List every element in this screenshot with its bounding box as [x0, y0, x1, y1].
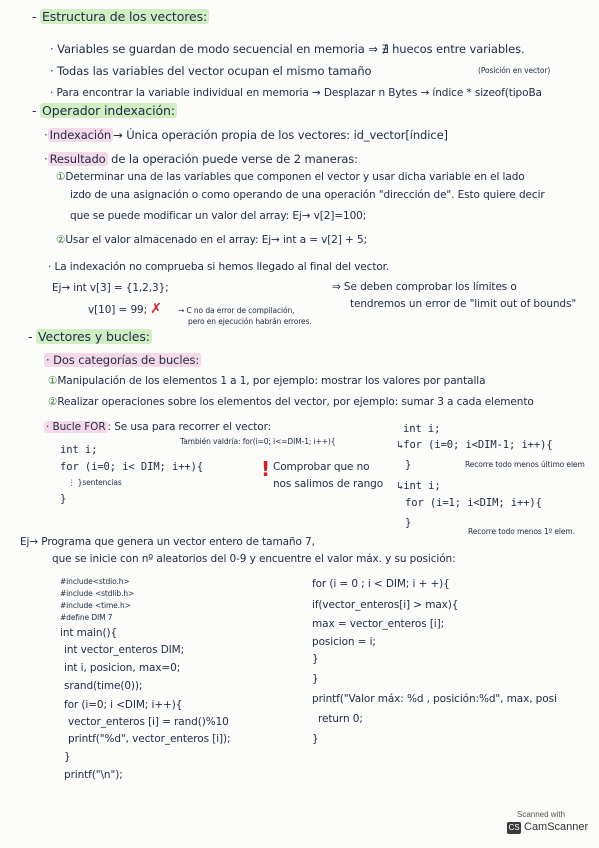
for-code-int: int i; [60, 444, 98, 456]
ejemplo-line-2: que se inicie con nº aleatorios del 0-9 y encuentre el valor máx. y su posición: [52, 553, 456, 565]
code-left-11: printf("%d", vector_enteros [i]); [68, 733, 231, 745]
point-2-line: ②Usar el valor almacenado en el array: Ej→ int a = v[2] + 5; [56, 234, 368, 246]
check-limits-line: · La indexación no comprueba si hemos llegado al final del vector. [48, 261, 390, 273]
note-errores-ejecucion: pero en ejecución habrán errores. [188, 317, 312, 326]
code-left-5: int vector_enteros DIM; [64, 644, 185, 656]
code-left-6: int i, posicion, max=0; [64, 662, 181, 674]
code-left-7: srand(time(0)); [64, 680, 143, 692]
right-for-close-1: } [405, 459, 412, 471]
code-right-3: posicion = i; [312, 636, 376, 648]
point-1-line-b: izdo de una asignación o como operando de una operación "dirección de". Esto quiere decir [70, 189, 545, 201]
right-for-close-2: } [405, 517, 412, 529]
code-right-4: } [312, 653, 319, 665]
number-2-icon: ② [48, 396, 58, 408]
limits-line-2: tendremos un error de "limit out of bounds" [350, 298, 577, 310]
right-for-int-1: int i; [403, 423, 441, 435]
resultado-line: · Resultado de la operación puede verse de 2 maneras: [44, 152, 358, 166]
for-code-for: for (i=0; i< DIM; i++){ [60, 461, 204, 473]
categoria-2: ②Realizar operaciones sobre los elementos del vector, por ejemplo: sumar 3 a cada elemento [48, 396, 534, 408]
resultado-text: de la operación puede verse de 2 maneras: [111, 152, 358, 166]
point-1-line-c: que se puede modificar un valor del array: Ej→ v[2]=100; [70, 210, 367, 222]
right-for-int-2: ↳int i; [397, 480, 441, 492]
camscanner-logo-icon: CS [508, 823, 520, 832]
code-left-2: #include <time.h> [60, 601, 131, 610]
heading-estructura-text: Estructura de los vectores: [42, 9, 208, 24]
code-left-10: vector_enteros [i] = rand()%10 [68, 716, 229, 728]
bullet-secuencial: · Variables se guardan de modo secuencial en memoria ⇒ ∄ huecos entre variables. [50, 42, 525, 56]
warning-icon: ! [261, 457, 271, 481]
code-left-12: } [64, 751, 71, 763]
heading-vectores-bucles-text: Vectores y bucles: [38, 329, 150, 344]
resultado-label: Resultado [49, 152, 106, 166]
note-posicion-vector: (Posición en vector) [478, 66, 551, 75]
heading-vectores-bucles: - Vectores y bucles: [28, 329, 150, 344]
camscanner-badge [503, 810, 591, 838]
code-right-1: if(vector_enteros[i] > max){ [312, 599, 459, 611]
categoria-1: ①Manipulación de los elementos 1 a 1, por ejemplo: mostrar los valores por pantalla [48, 375, 486, 387]
indexacion-label: Indexación [49, 128, 112, 142]
example-int-v: Ej→ int v[3] = {1,2,3}; [52, 282, 169, 294]
right-for-loop-2: for (i=1; i<DIM; i++){ [405, 497, 542, 509]
code-right-5: } [312, 673, 319, 685]
note-tambien-valdria: También valdría: for(i=0; i<=DIM-1; i++){ [180, 437, 336, 446]
bucle-for-line: · Bucle FOR : Se usa para recorrer el vector: [46, 421, 272, 433]
code-left-3: #define DIM 7 [60, 613, 113, 622]
code-left-1: #include <stdlib.h> [60, 589, 135, 598]
heading-estructura: - Estructura de los vectores: [32, 9, 208, 24]
code-right-7: return 0; [318, 713, 363, 725]
indexacion-text: → Única operación propia de los vectores: id_vector[índice] [113, 128, 448, 142]
code-right-6: printf("Valor máx: %d , posición:%d", max, posi [312, 693, 557, 705]
indexacion-line: · Indexación → Única operación propia de los vectores: id_vector[índice] [44, 128, 448, 142]
for-code-close: } [60, 493, 67, 505]
error-x-icon: ✗ [150, 301, 162, 317]
point-1-line-a: ①Determinar una de las variables que componen el vector y usar dicha variable en el lado [56, 171, 525, 183]
code-right-8: } [312, 733, 319, 745]
dos-categorias: · Dos categorías de bucles: [46, 353, 200, 367]
heading-operador-text: Operador indexación: [42, 103, 175, 118]
code-right-2: max = vector_enteros [i]; [312, 618, 445, 630]
right-for-loop-1: ↳for (i=0; i<DIM-1; i++){ [397, 439, 553, 451]
bucle-for-label: · Bucle FOR [46, 421, 106, 433]
scanned-with-text: Scanned with [517, 810, 566, 819]
code-right-0: for (i = 0 ; i < DIM; i + +){ [312, 578, 450, 590]
number-1-icon: ① [56, 171, 66, 183]
warning-line-2: nos salimos de rango [273, 478, 384, 490]
for-code-sentencias: ⋮ }sentencias [68, 478, 122, 487]
code-left-4: int main(){ [60, 627, 118, 639]
code-left-9: for (i=0; i <DIM; i++){ [64, 699, 183, 711]
bullet-encontrar: · Para encontrar la variable individual en memoria → Desplazar n Bytes → índice * sizeof(tipoBa [50, 87, 542, 99]
heading-operador: - Operador indexación: [32, 103, 175, 118]
code-left-0: #include<stdio.h> [60, 577, 130, 586]
code-left-13: printf("\n"); [64, 769, 123, 781]
number-1-icon: ① [48, 375, 58, 387]
example-v10: v[10] = 99; ✗ [88, 301, 162, 317]
bullet-mismo-tamano: · Todas las variables del vector ocupan el mismo tamaño [50, 64, 372, 78]
warning-line-1: Comprobar que no [273, 461, 370, 473]
note-c-no-error: → C no da error de compilación, [178, 306, 295, 315]
number-2-icon: ② [56, 234, 66, 246]
note-menos-primero: Recorre todo menos 1º elem. [468, 527, 575, 536]
camscanner-text: CamScanner [524, 821, 589, 833]
note-menos-ultimo: Recorre todo menos último elem [465, 460, 585, 469]
ejemplo-line-1: Ej→ Programa que genera un vector entero de tamaño 7, [20, 536, 315, 548]
limits-line-1: ⇒ Se deben comprobar los límites o [332, 281, 517, 293]
